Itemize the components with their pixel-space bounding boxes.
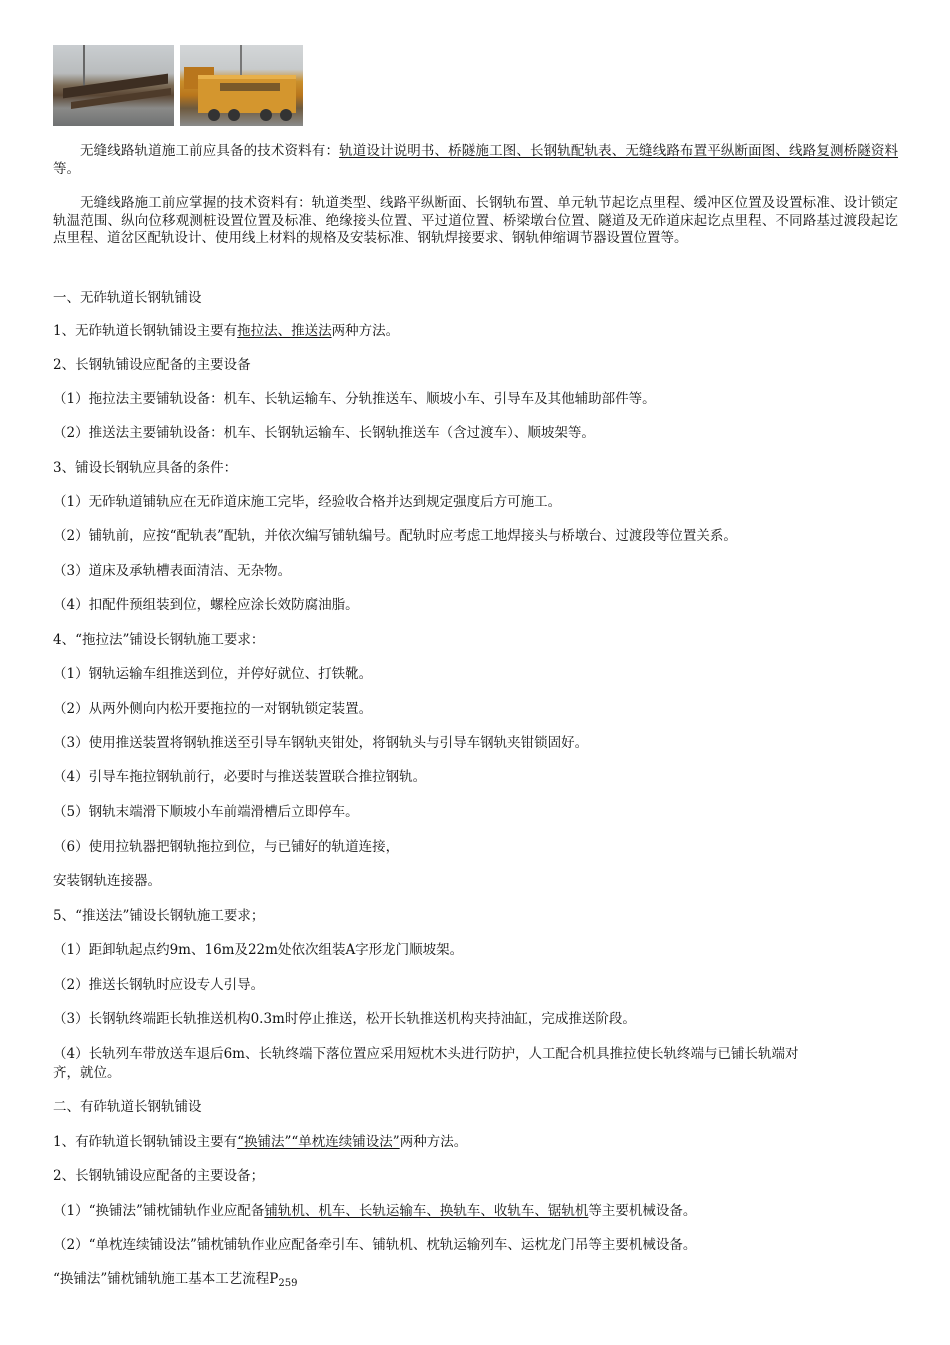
- item-1-4-1: （1）钢轨运输车组推送到位，并停好就位、打铁靴。: [53, 666, 373, 682]
- item-1-1: 1、无砟轨道长钢轨铺设主要有拖拉法、推送法两种方法。: [53, 323, 400, 339]
- item-1-4-6: （6）使用拉轨器把钢轨拖拉到位，与已铺好的轨道连接，: [53, 839, 400, 855]
- underlined-text: 轨道设计说明书、桥隧施工图、长钢轨配轨表、无缝线路布置平纵断面图、线路复测桥隧资料: [339, 143, 899, 159]
- item-1-3-1: （1）无砟轨道铺轨应在无砟道床施工完毕，经验收合格并达到规定强度后方可施工。: [53, 494, 562, 510]
- item-1-4-4: （4）引导车拖拉钢轨前行，必要时与推送装置联合推拉钢轨。: [53, 769, 427, 785]
- item-2-2-2: （2）“单枕连续铺设法”铺枕铺轨作业应配备牵引车、铺轨机、枕轨运输列车、运枕龙门吊等主要机械设备。: [53, 1237, 697, 1253]
- item-1-4-3: （3）使用推送装置将钢轨推送至引导车钢轨夹钳处，将钢轨头与引导车钢轨夹钳锁固好。: [53, 735, 589, 751]
- item-2-2-1: （1）“换铺法”铺枕铺轨作业应配备铺轨机、机车、长轨运输车、换轨车、收轨车、锯轨机等主要机械设备。: [53, 1203, 697, 1219]
- item-1-3-4: （4）扣配件预组装到位，螺栓应涂长效防腐油脂。: [53, 597, 359, 613]
- item-1-3-3: （3）道床及承轨槽表面清洁、无杂物。: [53, 563, 292, 579]
- item-2-3: “换铺法”铺枕铺轨施工基本工艺流程$P_{259}$: [53, 1271, 298, 1289]
- rail-stack-photo: [53, 45, 174, 126]
- item-1-3-2: （2）铺轨前，应按“配轨表”配轨，并依次编写铺轨编号。配轨时应考虑工地焊接头与桥墩台、过渡段等位置关系。: [53, 528, 737, 544]
- item-1-2: 2、长钢轨铺设应配备的主要设备: [53, 357, 251, 373]
- underlined-text: “换铺法”“单枕连续铺设法”: [237, 1134, 400, 1150]
- rail-laying-machine-photo: [180, 45, 303, 126]
- paragraph-tech-docs: 无缝线路轨道施工前应具备的技术资料有：轨道设计说明书、桥隧施工图、长钢轨配轨表、无缝线路布置平纵断面图、线路复测桥隧资料等。: [53, 143, 899, 177]
- underlined-text: 拖拉法、推送法: [237, 323, 332, 339]
- page-ref-subscript: 259: [278, 1278, 298, 1289]
- item-1-5-2: （2）推送长钢轨时应设专人引导。: [53, 977, 265, 993]
- paragraph-tech-knowledge: 无缝线路施工前应掌握的技术资料有：轨道类型、线路平纵断面、长钢轨布置、单元轨节起讫点里程、缓冲区位置及设置标准、设计锁定轨温范围、纵向位移观测桩设置位置及标准、绝缘接头位置、平过道位置、桥梁墩台位置、隧道及无砟道床起讫点里程、不同路基过渡段起讫点里程、道岔区配轨设计、使用线上材料的规格及安装标准、钢轨焊接要求、钢轨伸缩调节器设置位置等。: [53, 195, 898, 246]
- section-heading-1: 一、无砟轨道长钢轨铺设: [53, 290, 202, 306]
- underlined-text: 铺轨机、机车、长轨运输车、换轨车、收轨车、锯轨机: [264, 1203, 589, 1219]
- item-1-4-2: （2）从两外侧向内松开要拖拉的一对钢轨锁定装置。: [53, 701, 373, 717]
- item-1-5-3: （3）长钢轨终端距长轨推送机构0.3m时停止推送，松开长轨推送机构夹持油缸，完成推送阶段。: [53, 1011, 636, 1027]
- item-1-5-1: （1）距卸轨起点约9m、16m及22m处依次组装A字形龙门顺坡架。: [53, 942, 464, 958]
- item-1-2-1: （1）拖拉法主要铺轨设备：机车、长轨运输车、分轨推送车、顺坡小车、引导车及其他辅助部件等。: [53, 391, 656, 407]
- item-1-2-2: （2）推送法主要铺轨设备：机车、长钢轨运输车、长钢轨推送车（含过渡车）、顺坡架等。: [53, 425, 595, 441]
- item-1-3: 3、铺设长钢轨应具备的条件：: [53, 460, 238, 476]
- item-1-5-4-continued: 齐，就位。: [53, 1065, 121, 1081]
- item-1-5-4: （4）长轨列车带放送车退后6m、长轨终端下落位置应采用短枕木头进行防护，人工配合机具推拉使长轨终端与已铺长轨端对: [53, 1046, 799, 1062]
- item-2-1: 1、有砟轨道长钢轨铺设主要有“换铺法”“单枕连续铺设法”两种方法。: [53, 1134, 468, 1150]
- item-1-4-6-continued: 安装钢轨连接器。: [53, 873, 161, 889]
- item-1-4-5: （5）钢轨末端滑下顺坡小车前端滑槽后立即停车。: [53, 804, 359, 820]
- item-1-4: 4、“拖拉法”铺设长钢轨施工要求：: [53, 632, 265, 648]
- item-1-5: 5、“推送法”铺设长钢轨施工要求；: [53, 908, 265, 924]
- section-heading-2: 二、有砟轨道长钢轨铺设: [53, 1099, 202, 1115]
- item-2-2: 2、长钢轨铺设应配备的主要设备；: [53, 1168, 265, 1184]
